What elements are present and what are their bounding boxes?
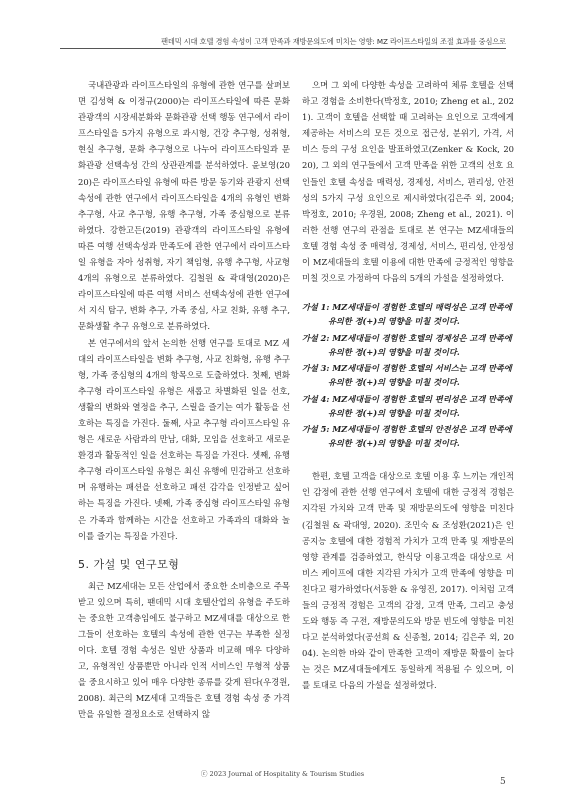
running-header: 팬데믹 시대 호텔 경험 속성이 고객 만족과 재방문의도에 미치는 영향: MZ 라이프스타일의 조절 효과를 중심으로: [161, 37, 506, 46]
section-title: 5. 가설 및 연구모형: [78, 557, 180, 571]
body-paragraph: 한편, 호텔 고객을 대상으로 호텔 이용 후 느끼는 개인적인 감정에 관한 선행 연구에서 호텔에 대한 긍정적 경험은 지각된 가치와 고객 만족 및 재방문의도에 영향을 미친다(김철원 & 곽대영, 2020). 조민숙 & 조성환(2021)은 인공지능 호텔에 대한 경험적 가치가 고객 만족 및 재방문의 영향 관계를 검증하였고, 한식당 이용고객을 대상으로 서비스 케이프에 대한 지각된 가치가 고객 만족에 영향을 미친다고 평가하였다(서동환 & 유영진, 2017). 이처럼 고객들의 긍정적 경험은 고객의 감정, 고객 만족, 그리고 충성도와 행동 즉 구전, 재방문의도와 방문 빈도에 영향을 미친다고 분석하였다(공선희 & 신종철, 2014; 김은주 외, 2004). 논의한 바와 같이 만족한 고객이 재방문 확률이 높다는 것은 MZ세대들에게도 동일하게 적용될 수 있으며, 이를 토대로 다음의 가설을 설정하였다.: [302, 471, 514, 691]
hypothesis-5: 가설 5: MZ세대들이 경험한 호텔의 안전성은 고객 만족에 유의한 정(+)의 영향을 미칠 것이다.: [302, 424, 512, 449]
left-column: [78, 77, 290, 723]
body-paragraph: 최근 MZ세대는 모든 산업에서 중요한 소비층으로 주목받고 있으며 특히, 팬데믹 시대 호텔산업의 유형을 주도하는 중요한 고객층임에도 불구하고 MZ세대를 대상으로 한 그들이 선호하는 호텔의 속성에 관한 연구는 부족한 실정이다. 호텔 경험 속성은 일반 상품과 비교해 매우 다양하고, 유형적인 상품뿐만 아니라 인적 서비스인 무형적 상품을 중요시하고 있어 매우 다양한 종류를 갖게 된다(우경원, 2008). 최근의 MZ세대 고객들은 호텔 경험 속성 중 가격만을 유일한 결정요소로 선택하지 않: [78, 580, 290, 720]
hypotheses-list: [302, 300, 514, 450]
body-paragraph: 으며 그 외에 다양한 속성을 고려하여 체류 호텔을 선택하고 경험을 소비한다(박정호, 2010; Zheng et al., 2021). 고객이 호텔을 선택할 때 고려하는 요인으로 고객에게 제공하는 서비스의 모든 것으로 접근성, 분위기, 가격, 서비스 등의 구성 요인을 발표하였고(Zenker & Kock, 2020), 그 외의 연구들에서 고객 만족을 위한 고객의 선호 요인들인 호텔 속성을 매력성, 경제성, 서비스, 편리성, 안전성의 5가지 구성 요인으로 제시하였다(김은주 외, 2004; 박정호, 2010; 우경원, 2008; Zheng et al., 2021). 이러한 선행 연구의 관점을 토대로 본 연구는 MZ세대들의 호텔 경험 속성 중 매력성, 경제성, 서비스, 편리성, 안정성이 MZ세대들의 호텔 이용에 대한 만족에 긍정적인 영향을 미칠 것으로 가정하여 다음의 5개의 가설을 설정하였다.: [302, 80, 514, 284]
header-rule: [60, 48, 506, 49]
hypothesis-1: 가설 1: MZ세대들이 경험한 호텔의 매력성은 고객 만족에 유의한 정(+)의 영향을 미칠 것이다.: [302, 302, 512, 327]
body-paragraph: 국내관광과 라이프스타일의 유형에 관한 연구를 살펴보면 김성혁 & 이정규(2000)는 라이프스타일에 따른 문화관광객의 시장세분화와 문화관광 선택 행동 연구에서 라이프스타일을 5가지 유형으로 과시형, 건강 추구형, 성취형, 현실 추구형, 문화 추구형으로 나누어 라이프스타일과 문화관광 선택속성 간의 상관관계를 분석하였다. 윤보영(2020)은 라이프스타일 유형에 따른 방문 동기와 관광지 선택속성에 관한 연구에서 라이프스타일을 4개의 유형인 변화 추구형, 사교 추구형, 유행 추구형, 가족 중심형으로 분류하였다. 강한고든(2019) 관광객의 라이프스타일 유형에 따른 여행 선택속성과 만족도에 관한 연구에서 라이프스타일 유형을 자아 성취형, 자기 책임형, 유행 추구형, 사교형 4개의 유형으로 분류하였다. 김철원 & 곽대영(2020)은 라이프스타일에 따른 여행 서비스 선택속성에 관한 연구에서 지식 탐구, 변화 추구, 가족 중심, 사교 친화, 유행 추구, 문화생활 추구 유형으로 분류하였다.: [78, 80, 290, 332]
footer-copyright: ⓒ 2023 Journal of Hospitality & Tourism Studies: [200, 770, 365, 778]
hypothesis-4: 가설 4: MZ세대들이 경험한 호텔의 편리성은 고객 만족에 유의한 정(+)의 영향을 미칠 것이다.: [302, 393, 512, 418]
body-paragraph: 본 연구에서의 앞서 논의한 선행 연구를 토대로 MZ 세대의 라이프스타일을 변화 추구형, 사교 친화형, 유행 추구형, 가족 중심형의 4개의 항목으로 도출하였다. 첫째, 변화 추구형 라이프스타일 유형은 새롭고 차별화된 일을 선호, 생활의 변화와 열정을 추구, 스릴을 즐기는 여가 활동을 선호하는 특징을 가진다. 둘째, 사교 추구형 라이프스타일 유형은 새로운 사람과의 만남, 대화, 모임을 선호하고 새로운 환경과 활동적인 일을 선호하는 특징을 가진다. 셋째, 유행 추구형 라이프스타일 유형은 최신 유행에 민감하고 선호하며 유행하는 패션을 선호하고 패션 감각을 인정받고 싶어 하는 특징을 가진다. 넷째, 가족 중심형 라이프스타일 유형은 가족과 함께하는 시간을 선호하고 가족과의 대화와 놀이를 즐기는 특징을 가진다.: [78, 337, 290, 541]
page-number: 5: [500, 777, 506, 787]
hypothesis-3: 가설 3: MZ세대들이 경험한 호텔의 서비스는 고객 만족에 유의한 정(+)의 영향을 미칠 것이다.: [302, 363, 512, 388]
hypothesis-2: 가설 2: MZ세대들이 경험한 호텔의 경제성은 고객 만족에 유의한 정(+)의 영향을 미칠 것이다.: [302, 332, 512, 357]
right-column: [302, 77, 514, 694]
